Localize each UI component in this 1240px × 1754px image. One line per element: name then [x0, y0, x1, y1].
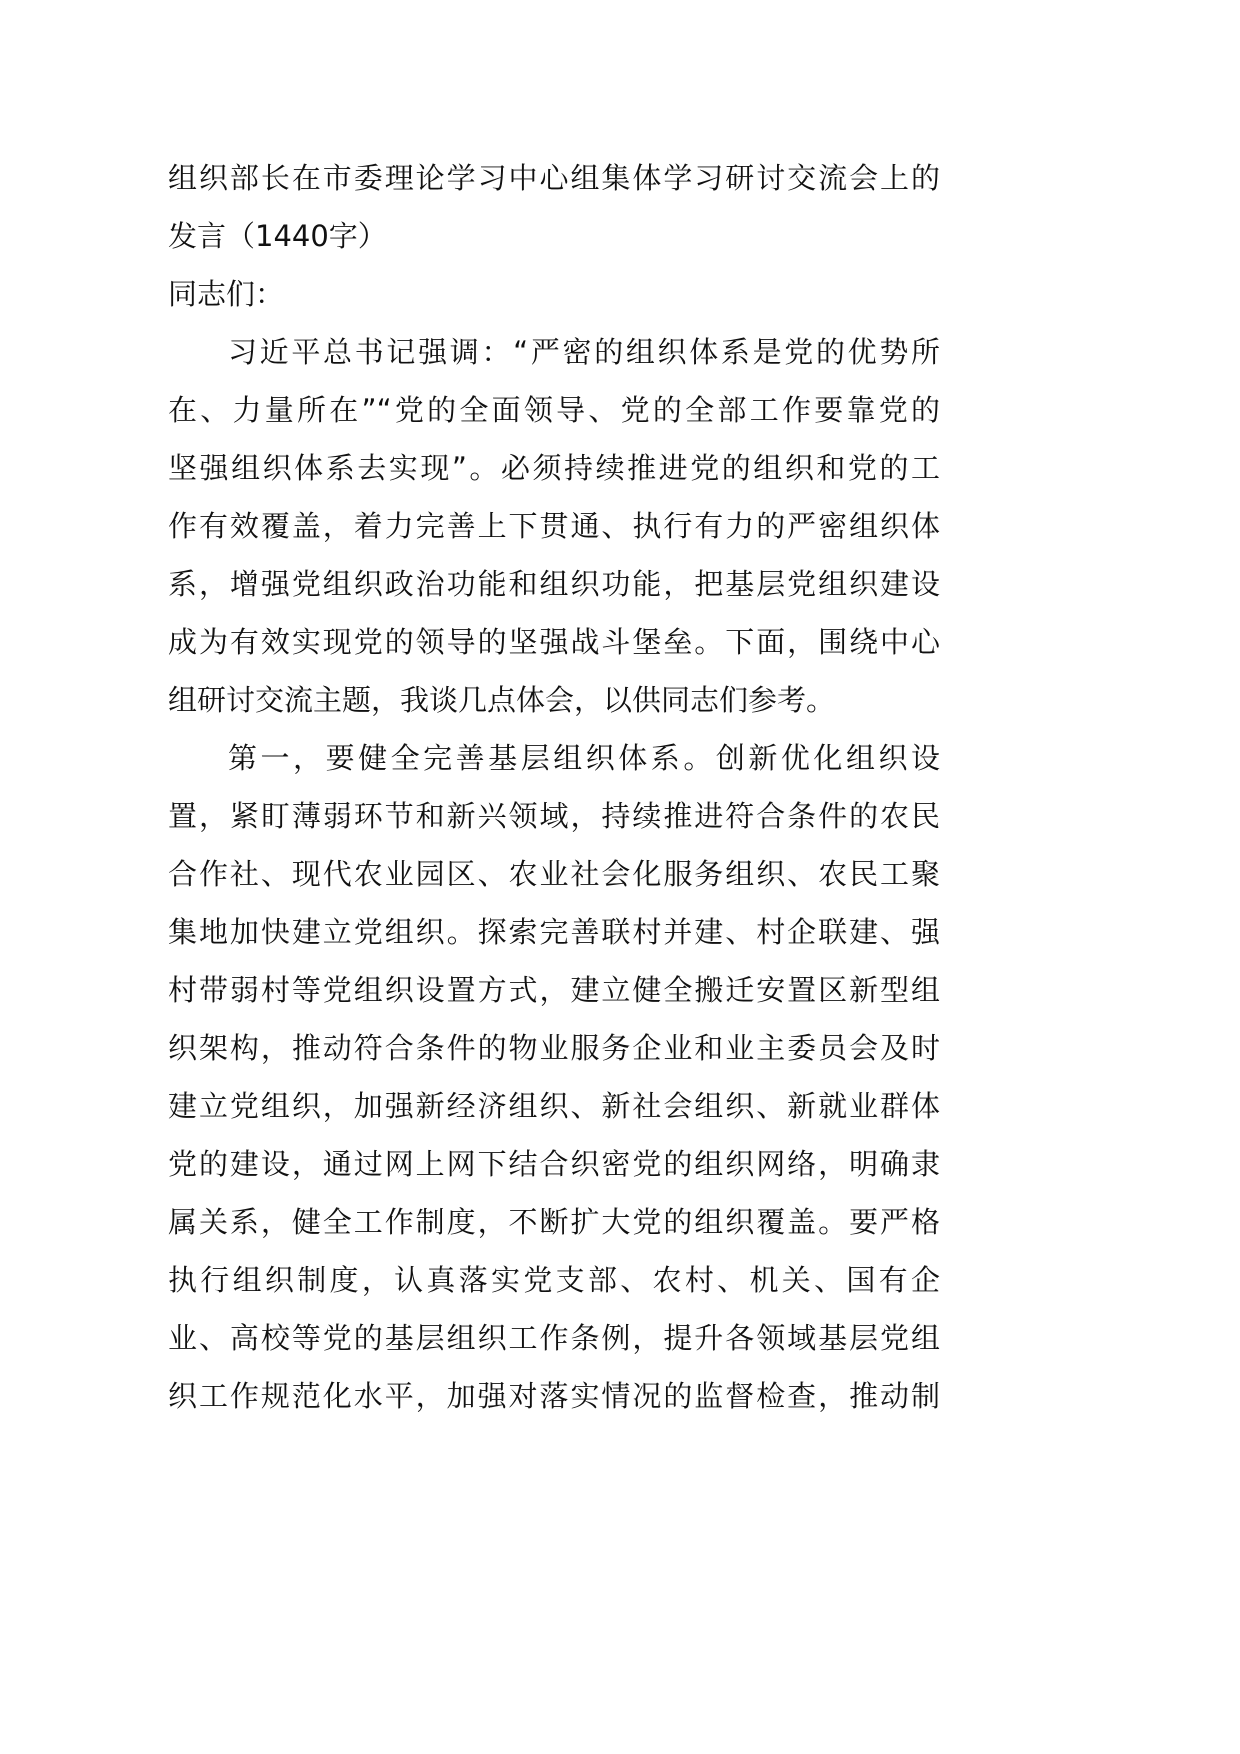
text-line: 执行组织制度，认真落实党支部、农村、机关、国有企	[168, 1263, 940, 1297]
document-page	[168, 149, 940, 1425]
text-line: 党的建设，通过网上网下结合织密党的组织网络，明确隶	[168, 1147, 940, 1181]
title-line-2: 发言（1440字）	[168, 219, 387, 253]
text-line: 织工作规范化水平，加强对落实情况的监督检查，推动制	[168, 1379, 940, 1413]
text-line: 置，紧盯薄弱环节和新兴领域，持续推进符合条件的农民	[168, 799, 940, 833]
text-line: 业、高校等党的基层组织工作条例，提升各领域基层党组	[168, 1321, 940, 1355]
text-line: 作有效覆盖，着力完善上下贯通、执行有力的严密组织体	[168, 509, 940, 543]
text-line: 织架构，推动符合条件的物业服务企业和业主委员会及时	[168, 1031, 940, 1065]
text-line: 集地加快建立党组织。探索完善联村并建、村企联建、强	[168, 915, 940, 949]
text-line: 合作社、现代农业园区、农业社会化服务组织、农民工聚	[168, 857, 940, 891]
salutation: 同志们：	[168, 277, 285, 311]
text-line: 在、力量所在”“党的全面领导、党的全部工作要靠党的	[168, 393, 940, 427]
text-line: 习近平总书记强调：“严密的组织体系是党的优势所	[228, 335, 940, 369]
text-line: 村带弱村等党组织设置方式，建立健全搬迁安置区新型组	[168, 973, 940, 1007]
text-line: 系，增强党组织政治功能和组织功能，把基层党组织建设	[168, 567, 940, 601]
paragraph	[168, 729, 940, 1425]
text-line: 建立党组织，加强新经济组织、新社会组织、新就业群体	[168, 1089, 940, 1123]
paragraph	[168, 323, 940, 729]
text-line: 属关系，健全工作制度，不断扩大党的组织覆盖。要严格	[168, 1205, 940, 1239]
body-text	[168, 323, 940, 1425]
text-line: 成为有效实现党的领导的坚强战斗堡垒。下面，围绕中心	[168, 625, 940, 659]
text-line: 第一，要健全完善基层组织体系。创新优化组织设	[228, 741, 940, 775]
title-line-1: 组织部长在市委理论学习中心组集体学习研讨交流会上的	[168, 161, 940, 195]
text-line: 坚强组织体系去实现”。必须持续推进党的组织和党的工	[168, 451, 940, 485]
text-line: 组研讨交流主题，我谈几点体会，以供同志们参考。	[168, 683, 836, 717]
